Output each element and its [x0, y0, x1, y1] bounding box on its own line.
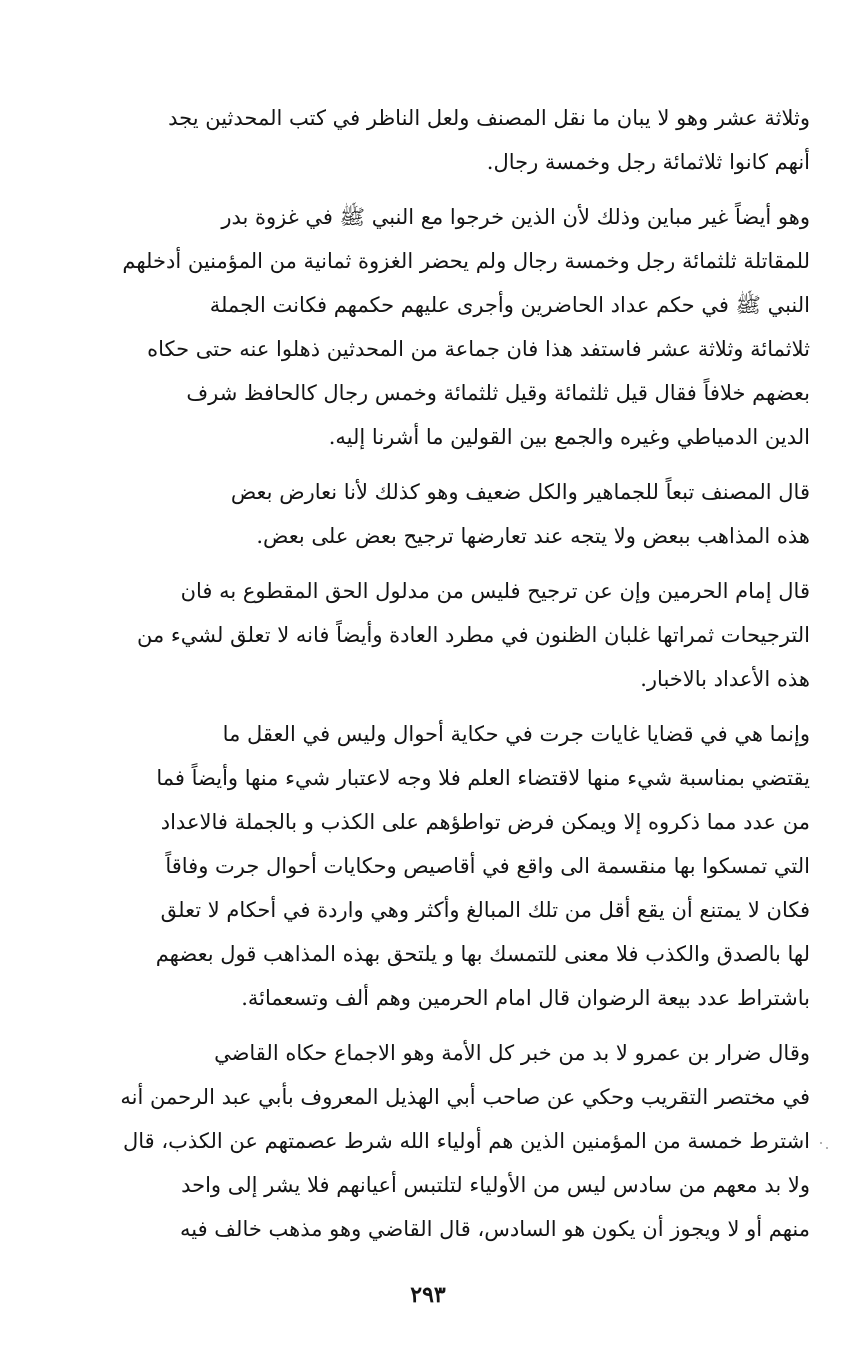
page-number: ٢٩٣ — [410, 1282, 446, 1308]
paragraph — [118, 96, 810, 184]
text-line: قال إمام الحرمين وإن عن ترجيح فليس من مدلول الحق المقطوع به فان — [180, 579, 810, 603]
text-line: اشترط خمسة من المؤمنين الذين هم أولياء الله شرط عصمتهم عن الكذب، قال — [122, 1129, 810, 1153]
text-line: هذه المذاهب ببعض ولا يتجه عند تعارضها ترجيح بعض على بعض. — [256, 524, 810, 548]
text-line: النبي ﷺ في حكم عداد الحاضرين وأجرى عليهم حكمهم فكانت الجملة — [209, 293, 810, 317]
text-line: التي تمسكوا بها منقسمة الى واقع في أقاصيص وحكايات أحوال جرت وفاقاً — [165, 854, 810, 878]
text-line: أنهم كانوا ثلاثمائة رجل وخمسة رجال. — [486, 150, 810, 174]
paragraph — [118, 470, 810, 558]
paragraph — [118, 195, 810, 459]
text-line: لها بالصدق والكذب فلا معنى للتمسك بها و يلتحق بهذه المذاهب قول بعضهم — [155, 942, 810, 966]
text-line: ثلاثمائة وثلاثة عشر فاستفد هذا فان جماعة من المحدثين ذهلوا عنه حتى حكاه — [147, 337, 810, 361]
text-line: وهو أيضاً غير مباين وذلك لأن الذين خرجوا مع النبي ﷺ في غزوة بدر — [221, 205, 810, 229]
body-text — [118, 96, 810, 1262]
text-line: يقتضي بمناسبة شيء منها لاقتضاء العلم فلا وجه لاعتبار شيء منها وأيضاً فما — [156, 766, 810, 790]
text-line: وإنما هي في قضايا غايات جرت في حكاية أحوال وليس في العقل ما — [222, 722, 810, 746]
text-line: في مختصر التقريب وحكي عن صاحب أبي الهذيل المعروف بأبي عبد الرحمن أنه — [120, 1085, 810, 1109]
text-line: وثلاثة عشر وهو لا يبان ما نقل المصنف ولعل الناظر في كتب المحدثين يجد — [168, 106, 810, 130]
text-line: بعضهم خلافاً فقال قيل ثلثمائة وقيل ثلثمائة وخمس رجال كالحافظ شرف — [186, 381, 810, 405]
text-line: للمقاتلة ثلثمائة رجل وخمسة رجال ولم يحضر الغزوة ثمانية من المؤمنين أدخلهم — [122, 249, 810, 273]
text-line: منهم أو لا ويجوز أن يكون هو السادس، قال القاضي وهو مذهب خالف فيه — [180, 1217, 810, 1241]
text-line: قال المصنف تبعاً للجماهير والكل ضعيف وهو كذلك لأنا نعارض بعض — [230, 480, 810, 504]
text-line: الدين الدمياطي وغيره والجمع بين القولين ما أشرنا إليه. — [328, 425, 810, 449]
scan-speck — [820, 1142, 822, 1144]
text-line: من عدد مما ذكروه إلا ويمكن فرض تواطؤهم على الكذب و بالجملة فالاعداد — [160, 810, 810, 834]
scan-speck — [826, 1147, 828, 1149]
text-line: وقال ضرار بن عمرو لا بد من خبر كل الأمة وهو الاجماع حكاه القاضي — [214, 1041, 810, 1065]
text-line: باشتراط عدد بيعة الرضوان قال امام الحرمين وهم ألف وتسعمائة. — [241, 986, 810, 1010]
paragraph — [118, 712, 810, 1020]
text-line: الترجيحات ثمراتها غلبان الظنون في مطرد العادة وأيضاً فانه لا تعلق لشيء من — [137, 623, 810, 647]
text-line: فكان لا يمتنع أن يقع أقل من تلك المبالغ وأكثر وهي واردة في أحكام لا تعلق — [160, 898, 810, 922]
text-line: ولا بد معهم من سادس ليس من الأولياء لتلتبس أعيانهم فلا يشر إلى واحد — [181, 1173, 810, 1197]
text-line: هذه الأعداد بالاخبار. — [640, 667, 810, 691]
paragraph — [118, 569, 810, 701]
paragraph — [118, 1031, 810, 1251]
